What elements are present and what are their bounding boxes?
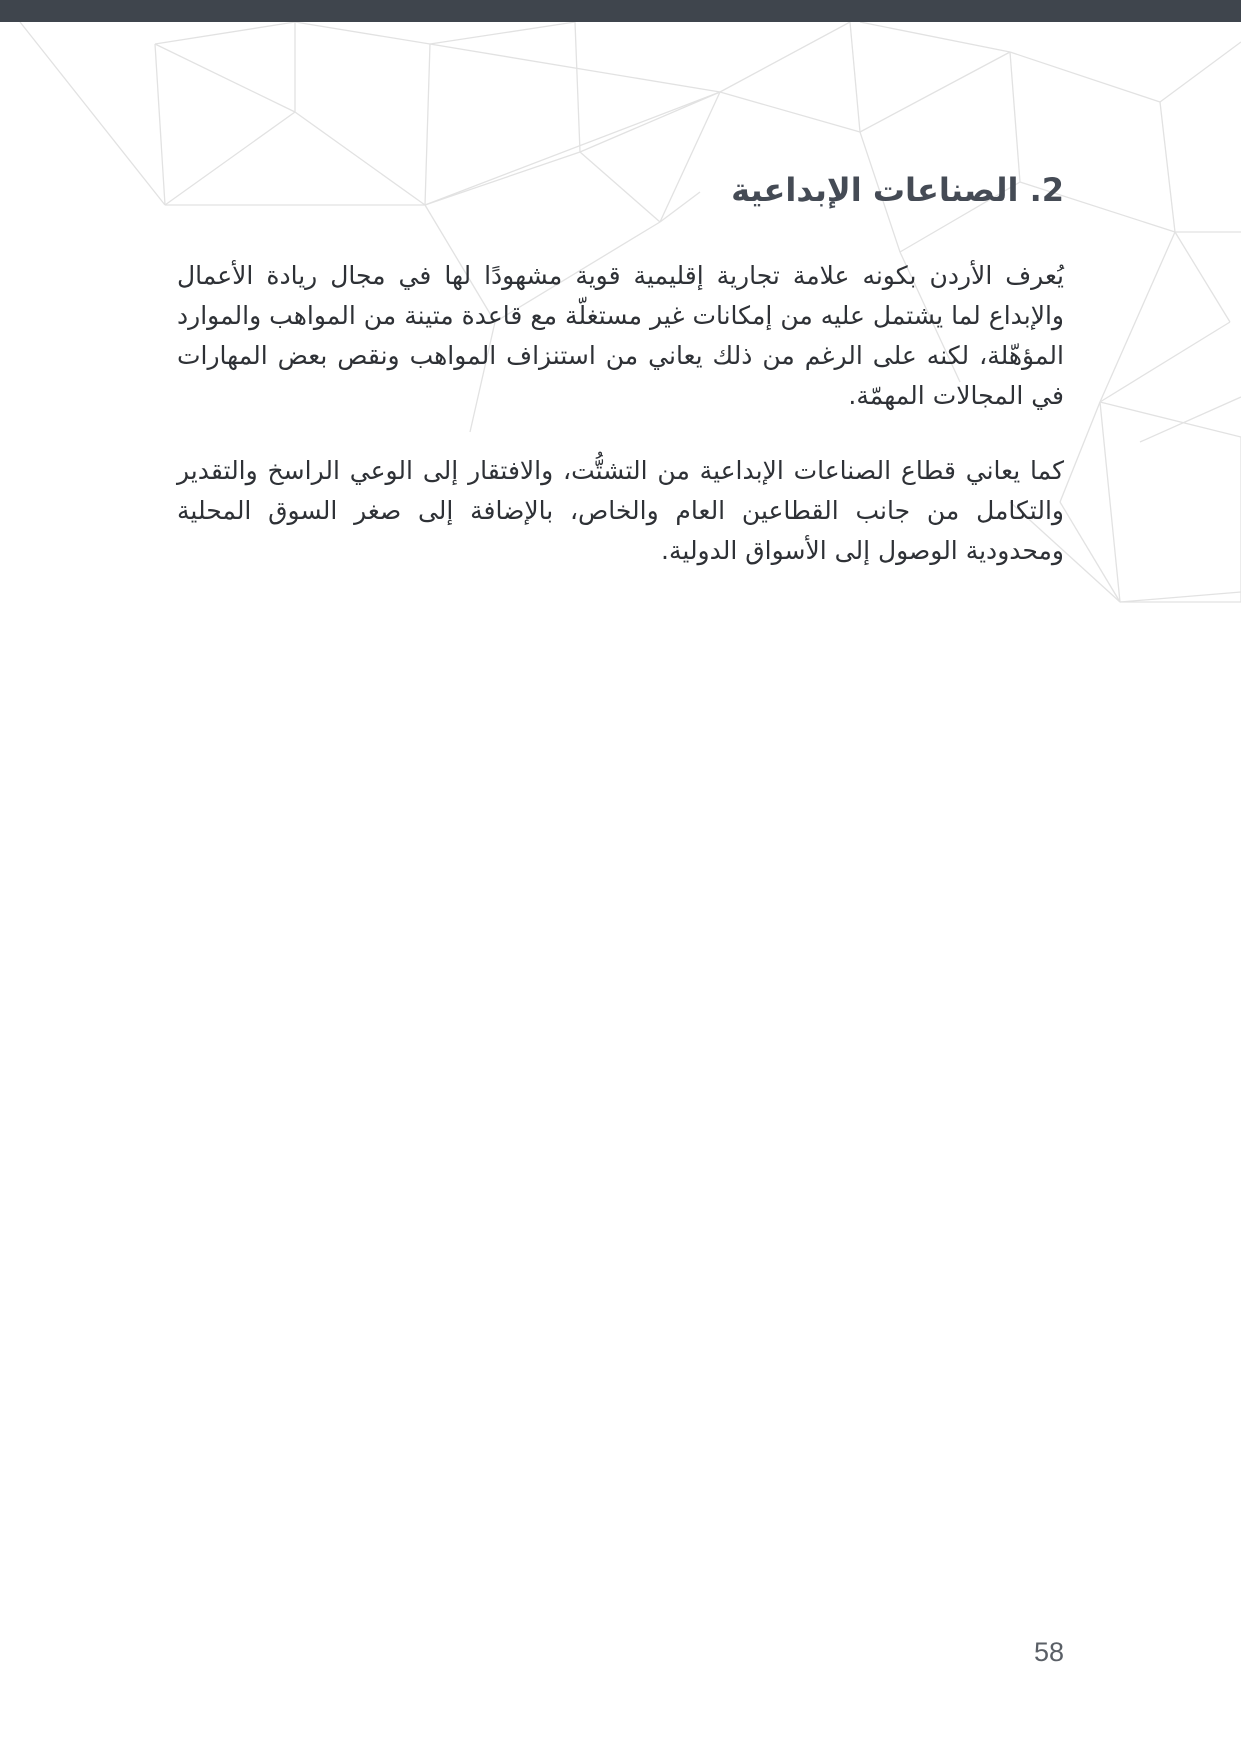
body-paragraph-2: كما يعاني قطاع الصناعات الإبداعية من التشتُّت، والافتقار إلى الوعي الراسخ والتقدير والتكامل من جانب القطاعين العام والخاص، بالإضافة إلى صغر السوق المحلية ومحدودية الوصول إلى الأسواق الدولية. — [177, 456, 1064, 565]
page-number: 58 — [1033, 1637, 1064, 1667]
body-paragraph-1: يُعرف الأردن بكونه علامة تجارية إقليمية قوية مشهودًا لها في مجال ريادة الأعمال والإبداع لما يشتمل عليه من إمكانات غير مستغلّة مع قاعدة متينة من المواهب والموارد المؤهّلة، لكنه على الرغم من ذلك يعاني من استنزاف المواهب ونقص بعض المهارات في المجالات المهمّة. — [177, 261, 1064, 410]
top-header-bar — [0, 0, 1241, 22]
section-heading: 2. الصناعات الإبداعية — [731, 171, 1064, 209]
